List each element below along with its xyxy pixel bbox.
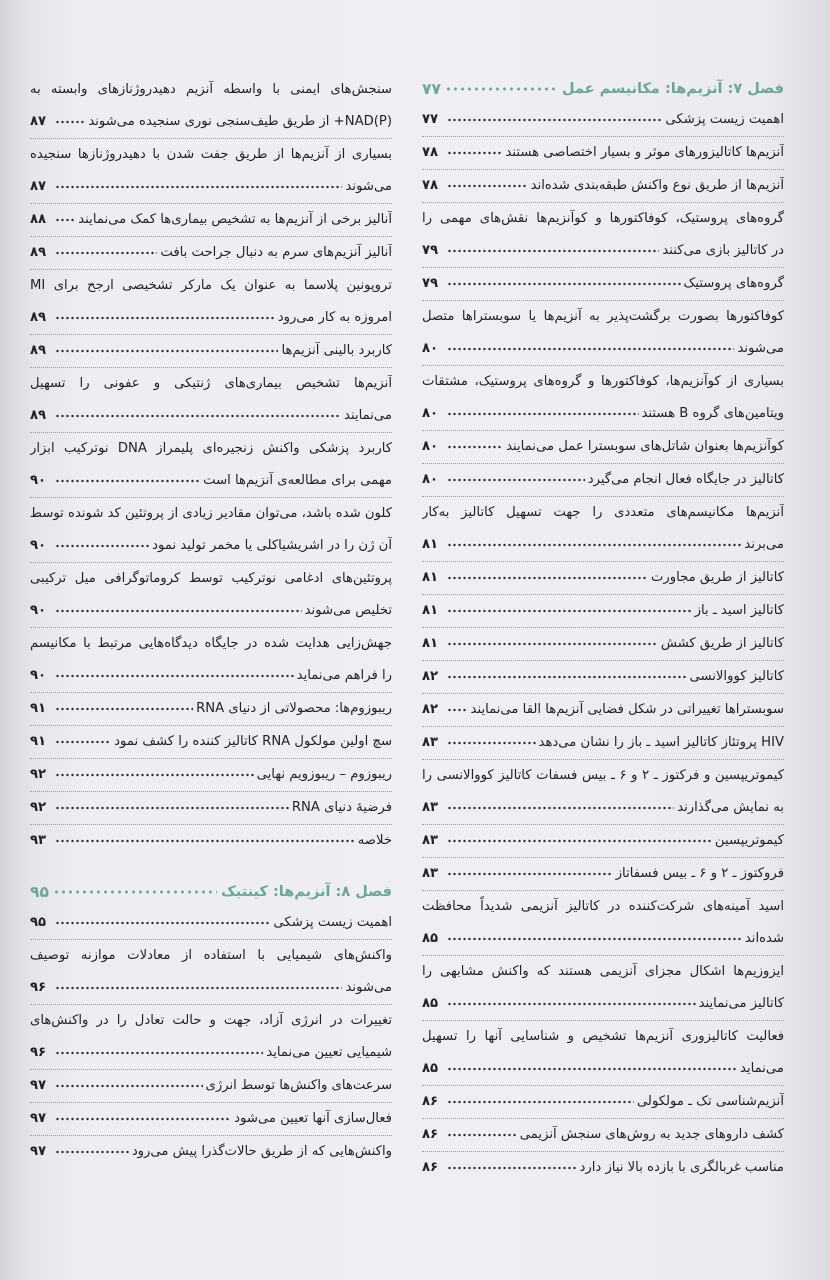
toc-page-number: ۹۰ xyxy=(30,668,47,683)
toc-entry-text: کوآنزیم‌ها بعنوان شاتل‌های سوبسترا عمل می‌نمایند xyxy=(506,439,784,454)
toc-entry-line xyxy=(422,988,784,1020)
dot-leader xyxy=(55,215,75,225)
toc-page-number: ۸۱ xyxy=(422,570,439,585)
toc-entry[interactable] xyxy=(30,628,392,692)
toc-page-number: ۹۷ xyxy=(30,1078,47,1093)
toc-entry-text: کیموتریپسین xyxy=(714,833,784,848)
dot-leader xyxy=(55,671,294,681)
toc-entry[interactable] xyxy=(422,464,784,496)
dot-leader xyxy=(55,1147,129,1157)
toc-entry-line xyxy=(422,727,784,759)
dot-leader xyxy=(447,1130,517,1140)
dot-leader xyxy=(447,540,741,550)
dot-leader xyxy=(55,983,342,993)
toc-entry-text: کاتالیز از طریق کشش xyxy=(660,636,784,651)
toc-entry[interactable] xyxy=(422,891,784,955)
toc-entry[interactable] xyxy=(422,661,784,693)
toc-entry-line xyxy=(30,726,392,758)
toc-entry[interactable] xyxy=(30,726,392,758)
toc-entry-text: فروکتوز ـ ۲ و ۶ ـ بیس فسفاتاز xyxy=(615,866,784,881)
toc-entry[interactable] xyxy=(422,137,784,169)
toc-entry-line: کوفاکتورها بصورت برگشت‌پذیر به آنزیم‌ها یا سوبستراها متصل xyxy=(422,309,784,324)
toc-entry-text: به نمایش می‌گذارند xyxy=(677,800,784,815)
toc-entry-line xyxy=(422,1119,784,1151)
dot-leader xyxy=(55,346,278,356)
toc-entry-line: سنجش‌های ایمنی با واسطه آنزیم دهیدروژنازهای وابسته به xyxy=(30,82,392,97)
toc-entry-line xyxy=(30,825,392,857)
toc-page-number: ۸۵ xyxy=(422,996,439,1011)
dot-leader xyxy=(55,313,275,323)
toc-page-number: ۸۷ xyxy=(30,114,47,129)
toc-entry-line xyxy=(30,335,392,367)
toc-entry[interactable] xyxy=(422,760,784,824)
toc-entry-line xyxy=(30,972,392,1004)
toc-left-column xyxy=(30,74,392,1168)
toc-entry-text: ریبوزوم‌ها: محصولاتی از دنیای RNA xyxy=(196,701,392,716)
toc-entry-text: کاتالیز اسید ـ باز xyxy=(694,603,784,618)
toc-entry-line xyxy=(30,400,392,432)
toc-entry[interactable] xyxy=(422,301,784,365)
toc-entry[interactable] xyxy=(422,595,784,627)
toc-entry[interactable] xyxy=(422,1152,784,1184)
toc-entry-text: سرعت‌های واکنش‌ها توسط انرژی xyxy=(205,1078,392,1093)
dot-leader xyxy=(447,999,696,1009)
toc-entry[interactable] xyxy=(422,431,784,463)
toc-page-number: ۸۵ xyxy=(422,931,439,946)
toc-page-number: ۸۰ xyxy=(422,439,439,454)
toc-entry-line xyxy=(30,693,392,725)
toc-entry-text: امروزه به کار می‌رود xyxy=(277,310,392,325)
toc-entry-line: جهش‌زایی هدایت شده در جایگاه دیدگاه‌هایی مرتبط با مکانیسم xyxy=(30,636,392,651)
dot-leader xyxy=(447,1163,576,1173)
toc-entry-line: پروتئین‌های ادغامی نوترکیب توسط کروماتوگرافی میل ترکیبی xyxy=(30,571,392,586)
toc-entry[interactable] xyxy=(30,1005,392,1069)
chapter-7-heading[interactable] xyxy=(422,74,784,104)
toc-entry[interactable] xyxy=(422,694,784,726)
chapter-title: فصل ۷: آنزیم‌ها: مکانیسم عمل xyxy=(561,81,784,97)
toc-entry-text: فرضیهٔ دنیای RNA xyxy=(291,800,392,815)
toc-entry-text: مهمی برای مطالعه‌ی آنزیم‌ها است xyxy=(203,473,392,488)
toc-page-number: ۸۹ xyxy=(30,310,47,325)
toc-page-number: ۷۷ xyxy=(422,112,439,127)
toc-entry-text: آنزیم‌ها از طریق نوع واکنش طبقه‌بندی شده‌اند xyxy=(530,178,784,193)
toc-entry-line xyxy=(422,562,784,594)
dot-leader xyxy=(55,918,270,928)
toc-entry-line: ایزوزیم‌ها اشکال مجزای آنزیمی هستند که واکنش مشابهی را xyxy=(422,964,784,979)
toc-entry-text: می‌نماید xyxy=(740,1061,784,1076)
toc-entry[interactable] xyxy=(30,759,392,791)
toc-entry[interactable] xyxy=(30,1070,392,1102)
chapter-8-heading[interactable] xyxy=(30,877,392,907)
toc-entry-line xyxy=(422,595,784,627)
toc-page-number: ۹۶ xyxy=(30,1045,47,1060)
toc-entry-line xyxy=(30,171,392,203)
dot-leader xyxy=(447,705,468,715)
dot-leader xyxy=(55,541,149,551)
toc-entry[interactable] xyxy=(422,104,784,136)
toc-entry-text: گروه‌های پروستیک xyxy=(683,276,784,291)
toc-entry-line xyxy=(30,1037,392,1069)
toc-entry-text: اهمیت زیست پزشکی xyxy=(665,112,784,127)
toc-entry[interactable] xyxy=(422,562,784,594)
toc-entry-line: واکنش‌های شیمیایی با استفاده از معادلات موازنه توصیف xyxy=(30,948,392,963)
toc-entry-text: در کاتالیز بازی می‌کنند xyxy=(662,243,784,258)
toc-page-number: ۸۶ xyxy=(422,1160,439,1175)
toc-page-number: ۸۹ xyxy=(30,343,47,358)
toc-entry-line: اسید آمینه‌های شرکت‌کننده در کاتالیز آنزیمی شدیداً محافظت xyxy=(422,899,784,914)
toc-entry-text: ویتامین‌های گروه B هستند xyxy=(641,406,784,421)
toc-entry-line: کاربرد پزشکی واکنش زنجیره‌ای پلیمراز DNA نوترکیب ابزار xyxy=(30,441,392,456)
toc-page-number: ۹۳ xyxy=(30,833,47,848)
toc-entry[interactable] xyxy=(30,139,392,203)
toc-entry[interactable] xyxy=(30,693,392,725)
toc-entry-line: کیموتریپسین و فرکتوز ـ ۲ و ۶ ـ بیس فسفات کاتالیز کووالانسی را xyxy=(422,768,784,783)
toc-page-number: ۸۳ xyxy=(422,800,439,815)
toc-entry-line: تروپونین پلاسما به عنوان یک مارکر تشخیصی ارجح برای MI xyxy=(30,278,392,293)
toc-entry-line xyxy=(30,595,392,627)
toc-entry-line xyxy=(422,694,784,726)
dot-leader xyxy=(55,803,289,813)
toc-entry-text: خلاصه xyxy=(357,833,392,848)
chapter-page-number: ۹۵ xyxy=(30,883,49,901)
toc-entry-text: آنزیم‌شناسی تک ـ مولکولی xyxy=(636,1094,784,1109)
chapter-page-number: ۷۷ xyxy=(422,80,441,98)
toc-entry-line xyxy=(30,907,392,939)
toc-entry-text: سچ اولین مولکول RNA کاتالیز کننده را کشف نمود xyxy=(114,734,392,749)
toc-entry-text: آنزیم‌ها کاتالیزورهای موثر و بسیار اختصاصی هستند xyxy=(505,145,784,160)
toc-entry[interactable] xyxy=(30,1103,392,1135)
toc-entry[interactable] xyxy=(422,858,784,890)
toc-entry[interactable] xyxy=(30,907,392,939)
toc-entry-text: واکنش‌هایی که از طریق حالات‌گذرا پیش می‌رود xyxy=(131,1144,392,1159)
toc-entry[interactable] xyxy=(30,940,392,1004)
toc-entry[interactable] xyxy=(422,268,784,300)
dot-leader xyxy=(445,84,558,94)
toc-entry-line xyxy=(30,302,392,334)
toc-entry-line xyxy=(422,170,784,202)
toc-entry-line xyxy=(422,333,784,365)
toc-entry-text: می‌شوند xyxy=(345,179,392,194)
toc-entry-text: کاتالیز کووالانسی xyxy=(689,669,784,684)
toc-entry[interactable] xyxy=(30,563,392,627)
toc-page-number: ۹۰ xyxy=(30,603,47,618)
toc-entry-text: کاتالیز از طریق مجاورت xyxy=(650,570,784,585)
toc-entry-line xyxy=(422,1086,784,1118)
dot-leader xyxy=(447,115,662,125)
dot-leader xyxy=(447,934,742,944)
toc-entry-text: شیمیایی تعیین می‌نماید xyxy=(266,1045,392,1060)
dot-leader xyxy=(55,770,254,780)
toc-entry-line xyxy=(422,858,784,890)
toc-page-number: ۹۱ xyxy=(30,734,47,749)
toc-page-number: ۷۹ xyxy=(422,243,439,258)
toc-entry-text: آنالیز آنزیم‌های سرم به دنبال جراحت بافت xyxy=(160,245,392,260)
toc-entry[interactable] xyxy=(422,497,784,561)
dot-leader xyxy=(55,737,111,747)
toc-entry-text: آن ژن را در اشریشیاکلی یا مخمر تولید نمود xyxy=(152,538,392,553)
toc-entry-line xyxy=(422,1152,784,1184)
toc-entry-text: کاربرد بالینی آنزیم‌ها xyxy=(281,343,392,358)
toc-page-number: ۷۹ xyxy=(422,276,439,291)
toc-entry[interactable] xyxy=(422,727,784,759)
toc-entry-line: بسیاری از آنزیم‌ها از طریق جفت شدن با دهیدروژنازها سنجیده xyxy=(30,147,392,162)
toc-entry-line xyxy=(422,137,784,169)
toc-entry-text: HIV پروتئاز کاتالیز اسید ـ باز را نشان می‌دهد xyxy=(538,735,784,750)
toc-entry[interactable] xyxy=(30,204,392,236)
toc-page-number: ۸۰ xyxy=(422,406,439,421)
toc-entry[interactable] xyxy=(422,203,784,267)
toc-page-number: ۸۷ xyxy=(30,179,47,194)
dot-leader xyxy=(447,1097,634,1107)
toc-entry-line: گروه‌های پروستیک، کوفاکتورها و کوآنزیم‌ها نقش‌های مهمی را xyxy=(422,211,784,226)
dot-leader xyxy=(447,573,648,583)
toc-page-number: ۸۹ xyxy=(30,408,47,423)
toc-page-number: ۸۳ xyxy=(422,735,439,750)
toc-entry-line: تغییرات در انرژی آزاد، جهت و حالت تعادل را در واکنش‌های xyxy=(30,1013,392,1028)
toc-entry[interactable] xyxy=(30,237,392,269)
toc-entry-text: کاتالیز در جایگاه فعال انجام می‌گیرد xyxy=(587,472,784,487)
chapter-7-continued-entries xyxy=(30,74,392,857)
toc-entry-line xyxy=(422,268,784,300)
toc-entry[interactable] xyxy=(422,1086,784,1118)
toc-page-number: ۹۷ xyxy=(30,1111,47,1126)
toc-entry-line xyxy=(422,825,784,857)
toc-page-number: ۸۹ xyxy=(30,245,47,260)
toc-page-number: ۹۰ xyxy=(30,473,47,488)
toc-entry-line xyxy=(30,1103,392,1135)
dot-leader xyxy=(447,672,686,682)
toc-page-number: ۷۸ xyxy=(422,178,439,193)
dot-leader xyxy=(447,738,536,748)
toc-entry[interactable] xyxy=(422,825,784,857)
toc-entry-text: تخلیص می‌شوند xyxy=(304,603,392,618)
toc-entry-text: را فراهم می‌نماید xyxy=(296,668,392,683)
toc-entry-line xyxy=(422,529,784,561)
toc-entry-text: آنالیز برخی از آنزیم‌ها به تشخیص بیماری‌ها کمک می‌نمایند xyxy=(78,212,392,227)
toc-entry-text: سوبستراها تغییراتی در شکل فضایی آنزیم‌ها القا می‌نمایند xyxy=(470,702,784,717)
dot-leader xyxy=(55,1081,203,1091)
toc-entry-line: کلون شده باشد، می‌توان مقادیر زیادی از پروتئین کد شونده توسط xyxy=(30,506,392,521)
toc-entry-text: کشف داروهای جدید به روش‌های سنجش آنزیمی xyxy=(519,1127,784,1142)
dot-leader xyxy=(55,606,302,616)
toc-entry-line: آنزیم‌ها مکانیسم‌های متعددی را جهت تسهیل کاتالیز به‌کار xyxy=(422,505,784,520)
toc-entry-line xyxy=(422,398,784,430)
toc-entry[interactable] xyxy=(422,956,784,1020)
toc-entry-line xyxy=(30,1136,392,1168)
dot-leader xyxy=(55,248,157,258)
toc-page-number: ۸۱ xyxy=(422,636,439,651)
toc-entry-text: شده‌اند xyxy=(744,931,784,946)
toc-entry[interactable] xyxy=(30,498,392,562)
dot-leader xyxy=(55,1048,263,1058)
toc-entry-line xyxy=(422,1053,784,1085)
dot-leader xyxy=(55,836,355,846)
toc-entry-line: بسیاری از کوآنزیم‌ها، کوفاکتورها و گروه‌های پروستیک، مشتقات xyxy=(422,374,784,389)
toc-entry-text: می‌نمایند xyxy=(344,408,392,423)
toc-entry-line xyxy=(30,660,392,692)
dot-leader xyxy=(55,182,342,192)
toc-entry-line xyxy=(422,923,784,955)
dot-leader xyxy=(447,606,692,616)
dot-leader xyxy=(55,704,193,714)
toc-entry-text: فعال‌سازی آنها تعیین می‌شود xyxy=(234,1111,392,1126)
chapter-7-entries xyxy=(422,104,784,1184)
toc-entry[interactable] xyxy=(30,433,392,497)
dot-leader xyxy=(55,411,341,421)
dot-leader xyxy=(447,442,503,452)
toc-page-number: ۹۲ xyxy=(30,767,47,782)
toc-entry-text: NAD(P)+ از طریق طیف‌سنجی نوری سنجیده می‌شوند xyxy=(88,114,392,129)
toc-entry[interactable] xyxy=(422,628,784,660)
toc-page-number: ۸۰ xyxy=(422,341,439,356)
toc-entry[interactable] xyxy=(30,1136,392,1168)
toc-entry[interactable] xyxy=(30,792,392,824)
dot-leader xyxy=(447,148,502,158)
toc-page-number: ۸۶ xyxy=(422,1094,439,1109)
toc-entry[interactable] xyxy=(422,366,784,430)
dot-leader xyxy=(55,476,200,486)
dot-leader xyxy=(55,117,85,127)
toc-page-number: ۸۱ xyxy=(422,603,439,618)
toc-entry-line xyxy=(30,1070,392,1102)
dot-leader xyxy=(447,869,613,879)
toc-entry-line xyxy=(30,204,392,236)
toc-entry[interactable] xyxy=(30,335,392,367)
toc-page-number: ۸۲ xyxy=(422,702,439,717)
toc-entry-line xyxy=(30,759,392,791)
dot-leader xyxy=(447,181,528,191)
toc-entry[interactable] xyxy=(422,170,784,202)
toc-entry[interactable] xyxy=(30,74,392,138)
dot-leader xyxy=(447,344,734,354)
toc-entry-line xyxy=(30,792,392,824)
toc-page-number: ۹۱ xyxy=(30,701,47,716)
toc-entry[interactable] xyxy=(30,825,392,857)
toc-entry-line xyxy=(422,464,784,496)
toc-entry-line xyxy=(30,530,392,562)
toc-entry-line xyxy=(30,465,392,497)
toc-entry-text: می‌شوند xyxy=(737,341,784,356)
toc-entry-text: ریبوزوم – ریبوزویم نهایی xyxy=(256,767,392,782)
toc-page-number: ۸۳ xyxy=(422,833,439,848)
toc-entry-text: اهمیت زیست پزشکی xyxy=(273,915,392,930)
toc-page-number: ۸۶ xyxy=(422,1127,439,1142)
dot-leader xyxy=(53,887,217,897)
toc-page-number: ۸۳ xyxy=(422,866,439,881)
toc-page-number: ۸۲ xyxy=(422,669,439,684)
toc-page-number: ۸۰ xyxy=(422,472,439,487)
dot-leader xyxy=(55,1114,231,1124)
toc-entry[interactable] xyxy=(30,368,392,432)
toc-entry-line xyxy=(422,235,784,267)
toc-entry-line: آنزیم‌ها تشخیص بیماری‌های ژنتیکی و عفونی را تسهیل xyxy=(30,376,392,391)
toc-entry[interactable] xyxy=(30,270,392,334)
toc-right-column xyxy=(422,74,784,1184)
toc-page-number: ۹۶ xyxy=(30,980,47,995)
toc-entry-line xyxy=(422,628,784,660)
toc-page-number: ۹۵ xyxy=(30,915,47,930)
toc-entry-line xyxy=(422,792,784,824)
toc-page-number: ۹۲ xyxy=(30,800,47,815)
toc-entry-text: مناسب غربالگری با بازده بالا نیاز دارد xyxy=(579,1160,784,1175)
dot-leader xyxy=(447,639,658,649)
dot-leader xyxy=(447,1064,737,1074)
toc-entry-line xyxy=(422,104,784,136)
toc-entry-line xyxy=(422,431,784,463)
dot-leader xyxy=(447,803,674,813)
toc-entry-text: می‌برند xyxy=(744,537,784,552)
section-gap xyxy=(30,857,392,877)
toc-page-number: ۹۰ xyxy=(30,538,47,553)
toc-page-number: ۷۸ xyxy=(422,145,439,160)
toc-entry[interactable] xyxy=(422,1119,784,1151)
dot-leader xyxy=(447,836,712,846)
toc-entry-text: می‌شوند xyxy=(345,980,392,995)
toc-page-number: ۸۵ xyxy=(422,1061,439,1076)
toc-entry[interactable] xyxy=(422,1021,784,1085)
toc-page-number: ۸۸ xyxy=(30,212,47,227)
toc-entry-line xyxy=(30,237,392,269)
toc-page-number: ۸۱ xyxy=(422,537,439,552)
dot-leader xyxy=(447,246,659,256)
dot-leader xyxy=(447,409,639,419)
dot-leader xyxy=(447,279,681,289)
toc-entry-text: کاتالیز می‌نمایند xyxy=(698,996,784,1011)
chapter-title: فصل ۸: آنزیم‌ها: کینتیک xyxy=(220,884,392,900)
toc-entry-line xyxy=(30,106,392,138)
toc-page-number: ۹۷ xyxy=(30,1144,47,1159)
dot-leader xyxy=(447,475,585,485)
toc-entry-line xyxy=(422,661,784,693)
chapter-8-entries xyxy=(30,907,392,1168)
toc-entry-line: فعالیت کاتالیزوری آنزیم‌ها تشخیص و شناسایی آنها را تسهیل xyxy=(422,1029,784,1044)
